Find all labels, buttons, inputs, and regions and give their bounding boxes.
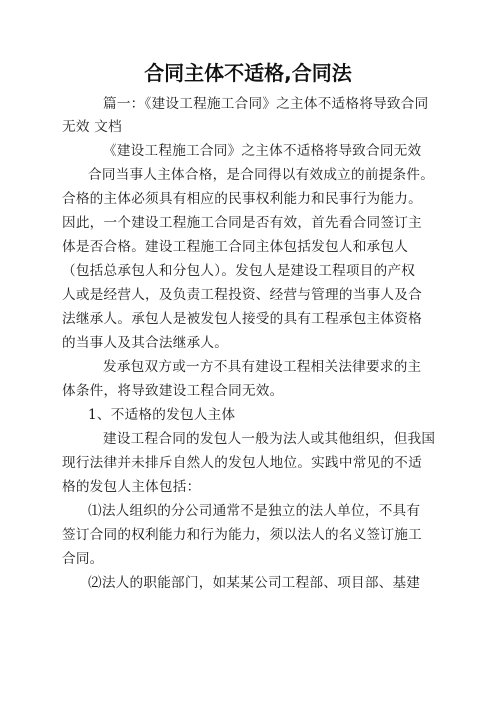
text-line: 建设工程合同的发包人一般为法人或其他组织，但我国: [103, 431, 436, 447]
text-line: 合同当事人主体合格，是合同得以有效成立的前提条件。: [88, 167, 435, 183]
text-line: 体条件，将导致建设工程合同无效。: [62, 383, 284, 399]
text-line: ⑴法人组织的分公司通常不是独立的法人单位，不具有: [88, 503, 421, 519]
text-line: 人或是经营人，及负责工程投资、经营与管理的当事人及合: [62, 287, 422, 303]
text-line: 格的发包人主体包括：: [62, 479, 201, 495]
document-title: 合同主体不适格,合同法: [144, 61, 352, 85]
text-line: 《建设工程施工合同》之主体不适格将导致合同无效: [103, 143, 422, 159]
text-line: 合同。: [62, 551, 104, 567]
text-line: 法继承人。承包人是被发包人接受的具有工程承包主体资格: [62, 311, 422, 327]
text-line: 合格的主体必须具有相应的民事权利能力和民事行为能力。: [62, 191, 422, 207]
text-line: 现行法律并未排斥自然人的发包人地位。实践中常见的不适: [62, 455, 422, 471]
text-line: ⑵法人的职能部门，如某某公司工程部、项目部、基建: [88, 575, 421, 591]
text-line: 篇一：《建设工程施工合同》之主体不适格将导致合同: [103, 96, 429, 112]
text-line: 体是否合格。建设工程施工合同主体包括发包人和承包人: [62, 239, 409, 255]
text-line: 发承包双方或一方不具有建设工程相关法律要求的主: [103, 359, 422, 375]
text-line: 的当事人及其合法继承人。: [62, 335, 229, 351]
text-line: 签订合同的权利能力和行为能力，须以法人的名义签订施工: [62, 527, 422, 543]
text-line: 无效 文档: [62, 119, 122, 135]
text-line: （包括总承包人和分包人）。发包人是建设工程项目的产权: [62, 263, 416, 279]
section-heading: 1、不适格的发包人主体: [88, 407, 236, 423]
text-line: 因此，一个建设工程施工合同是否有效，首先看合同签订主: [62, 215, 422, 231]
